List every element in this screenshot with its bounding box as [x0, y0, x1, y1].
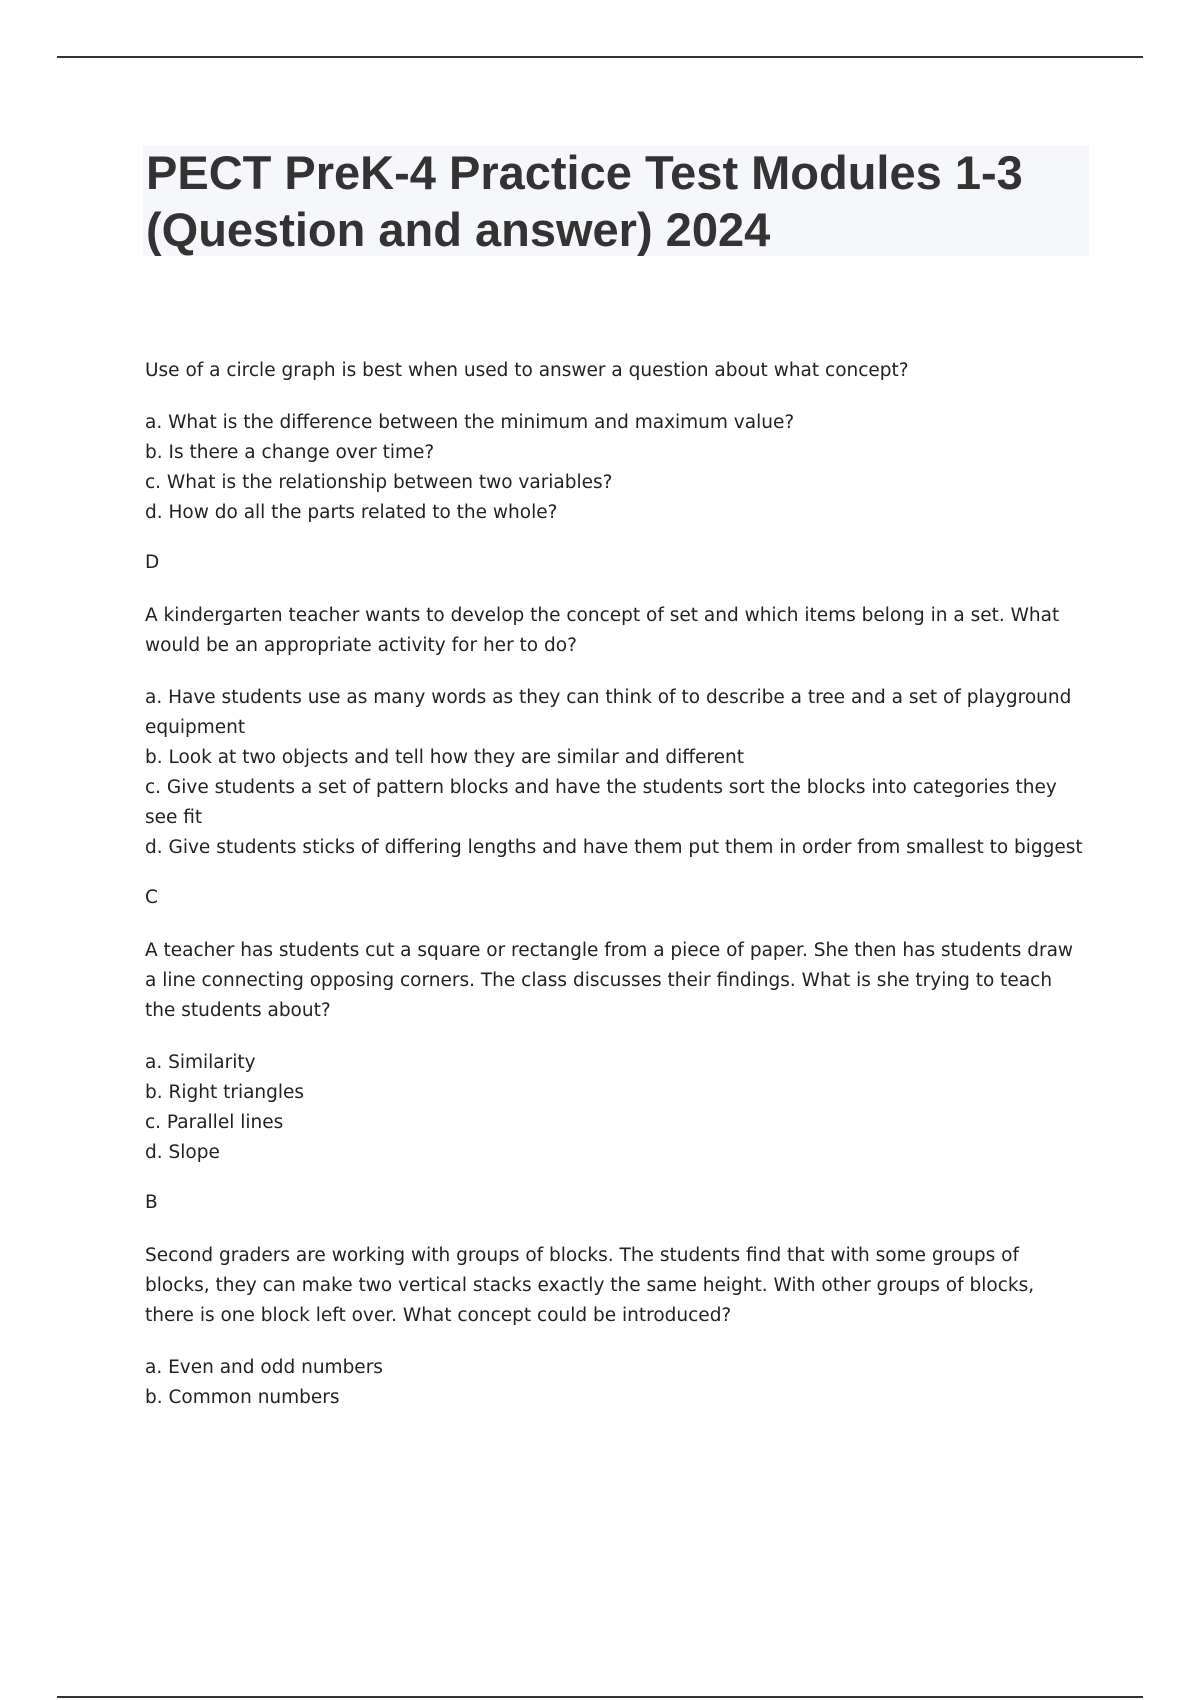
- option-item: b. Right triangles: [145, 1082, 305, 1103]
- question-block-1: [145, 356, 1085, 578]
- bottom-divider: [57, 1696, 1143, 1698]
- option-item: c. What is the relationship between two variables?: [145, 472, 613, 493]
- top-divider: [57, 56, 1143, 58]
- option-list: [145, 1048, 1085, 1168]
- answer-text: C: [145, 887, 158, 908]
- option-item: d. Give students sticks of differing lengths and have them put them in order from smallest to biggest: [145, 837, 1083, 858]
- option-item: a. What is the difference between the minimum and maximum value?: [145, 412, 795, 433]
- question-block-3: [145, 936, 1085, 1218]
- option-item: d. How do all the parts related to the whole?: [145, 502, 558, 523]
- document-body: [145, 356, 1085, 1436]
- option-list: [145, 408, 1085, 528]
- question-text: Second graders are working with groups of blocks. The students find that with some groups of blocks, they can make two vertical stacks exactly the same height. With other groups of blocks, there is one block left over. What concept could be introduced?: [145, 1245, 1035, 1326]
- option-item: b. Is there a change over time?: [145, 442, 435, 463]
- option-list: [145, 683, 1085, 863]
- option-item: c. Give students a set of pattern blocks and have the students sort the blocks into categories they see fit: [145, 777, 1057, 828]
- option-item: d. Slope: [145, 1142, 220, 1163]
- answer-text: B: [145, 1192, 158, 1213]
- option-item: a. Even and odd numbers: [145, 1357, 383, 1378]
- option-list: [145, 1353, 1085, 1413]
- question-block-2: [145, 601, 1085, 913]
- option-item: b. Common numbers: [145, 1387, 340, 1408]
- option-item: b. Look at two objects and tell how they are similar and different: [145, 747, 744, 768]
- question-text: A teacher has students cut a square or rectangle from a piece of paper. She then has students draw a line connecting opposing corners. The class discusses their findings. What is she trying to teach the students about?: [145, 940, 1074, 1021]
- question-block-4: [145, 1241, 1085, 1413]
- option-item: a. Have students use as many words as they can think of to describe a tree and a set of playground equipment: [145, 687, 1072, 738]
- option-item: a. Similarity: [145, 1052, 256, 1073]
- question-text: A kindergarten teacher wants to develop the concept of set and which items belong in a set. What would be an appropriate activity for her to do?: [145, 605, 1060, 656]
- option-item: c. Parallel lines: [145, 1112, 284, 1133]
- answer-text: D: [145, 552, 160, 573]
- question-text: Use of a circle graph is best when used to answer a question about what concept?: [145, 360, 909, 381]
- document-title: PECT PreK-4 Practice Test Modules 1-3 (Question and answer) 2024: [146, 146, 1023, 256]
